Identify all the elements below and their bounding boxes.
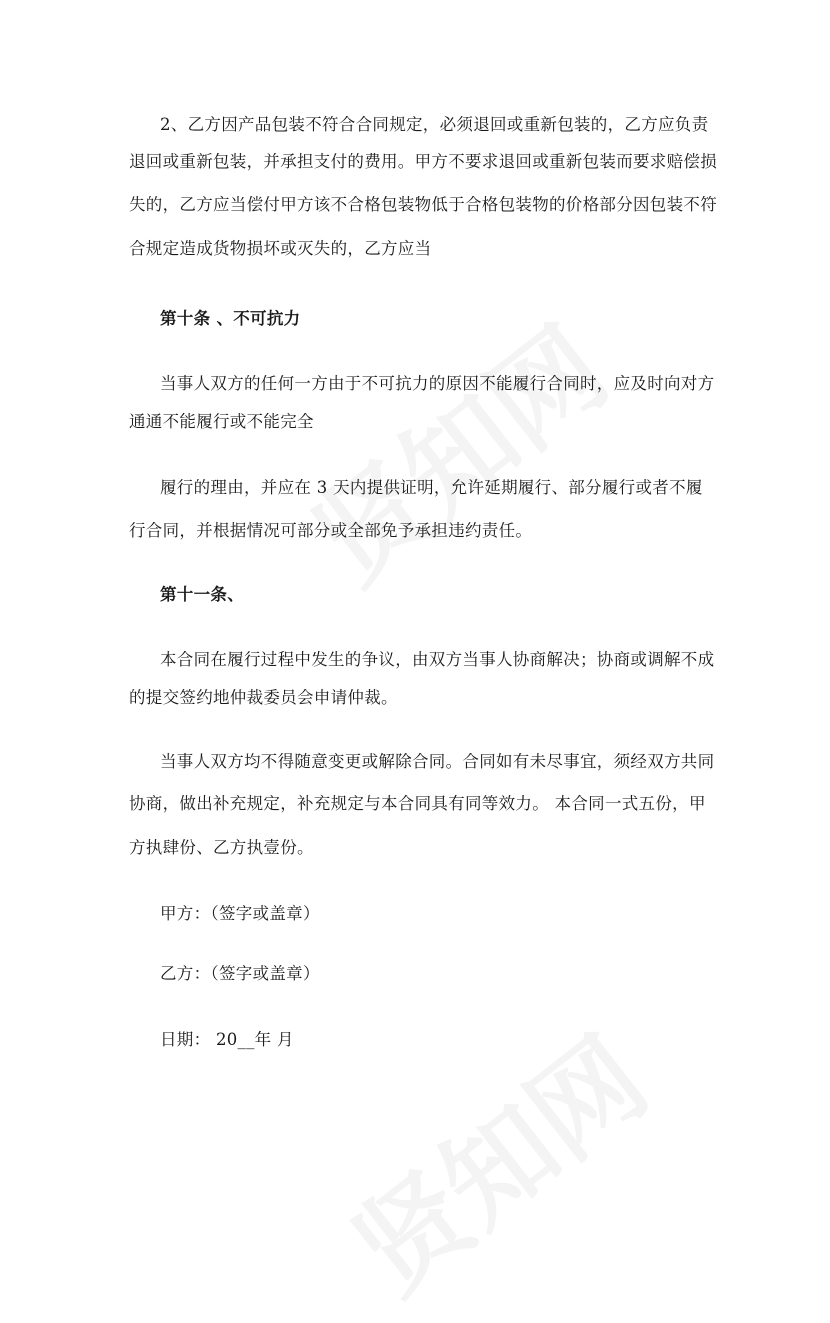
packaging-line-3: 失的，乙方应当偿付甲方该不合格包装物低于合格包装物的价格部分因包装不符 (129, 195, 717, 214)
party-b-signature: 乙方：（签字或盖章） (160, 964, 320, 983)
article-11-para2-line-2: 协商，做出补充规定，补充规定与本合同具有同等效力。 本合同一式五份，甲 (129, 794, 706, 813)
article-11-para1-line-1: 本合同在履行过程中发生的争议，由双方当事人协商解决；协商或调解不成 (160, 650, 715, 669)
watermark (276, 285, 633, 613)
article-10-para2-line-2: 行合同，并根据情况可部分或全部免予承担违约责任。 (129, 521, 533, 540)
packaging-line-4: 合规定造成货物损坏或灭失的，乙方应当 (129, 239, 432, 258)
article-11-heading: 第十一条、 (160, 585, 244, 604)
article-11-para2-line-3: 方执肆份、乙方执壹份。 (129, 838, 314, 857)
party-a-signature: 甲方：（签字或盖章） (160, 904, 320, 923)
article-11-para2-line-1: 当事人双方均不得随意变更或解除合同。合同如有未尽事宜，须经双方共同 (160, 752, 715, 771)
article-10-para1-line-1: 当事人双方的任何一方由于不可抗力的原因不能履行合同时，应及时向对方 (160, 374, 715, 393)
signature-date: 日期： 20__年 月 (160, 1030, 294, 1049)
packaging-line-2: 退回或重新包装，并承担支付的费用。甲方不要求退回或重新包装而要求赔偿损 (129, 152, 717, 171)
article-10-heading: 第十条 、不可抗力 (160, 309, 301, 328)
packaging-line-1: 2、乙方因产品包装不符合合同规定，必须退回或重新包装的，乙方应负责 (160, 115, 709, 134)
article-10-para2-line-1: 履行的理由，并应在 3 天内提供证明，允许延期履行、部分履行或者不履 (160, 478, 703, 497)
watermark-bottom (316, 995, 673, 1323)
article-11-para1-line-2: 的提交签约地仲裁委员会申请仲裁。 (129, 688, 398, 707)
article-10-para1-line-2: 通通不能履行或不能完全 (129, 412, 314, 431)
